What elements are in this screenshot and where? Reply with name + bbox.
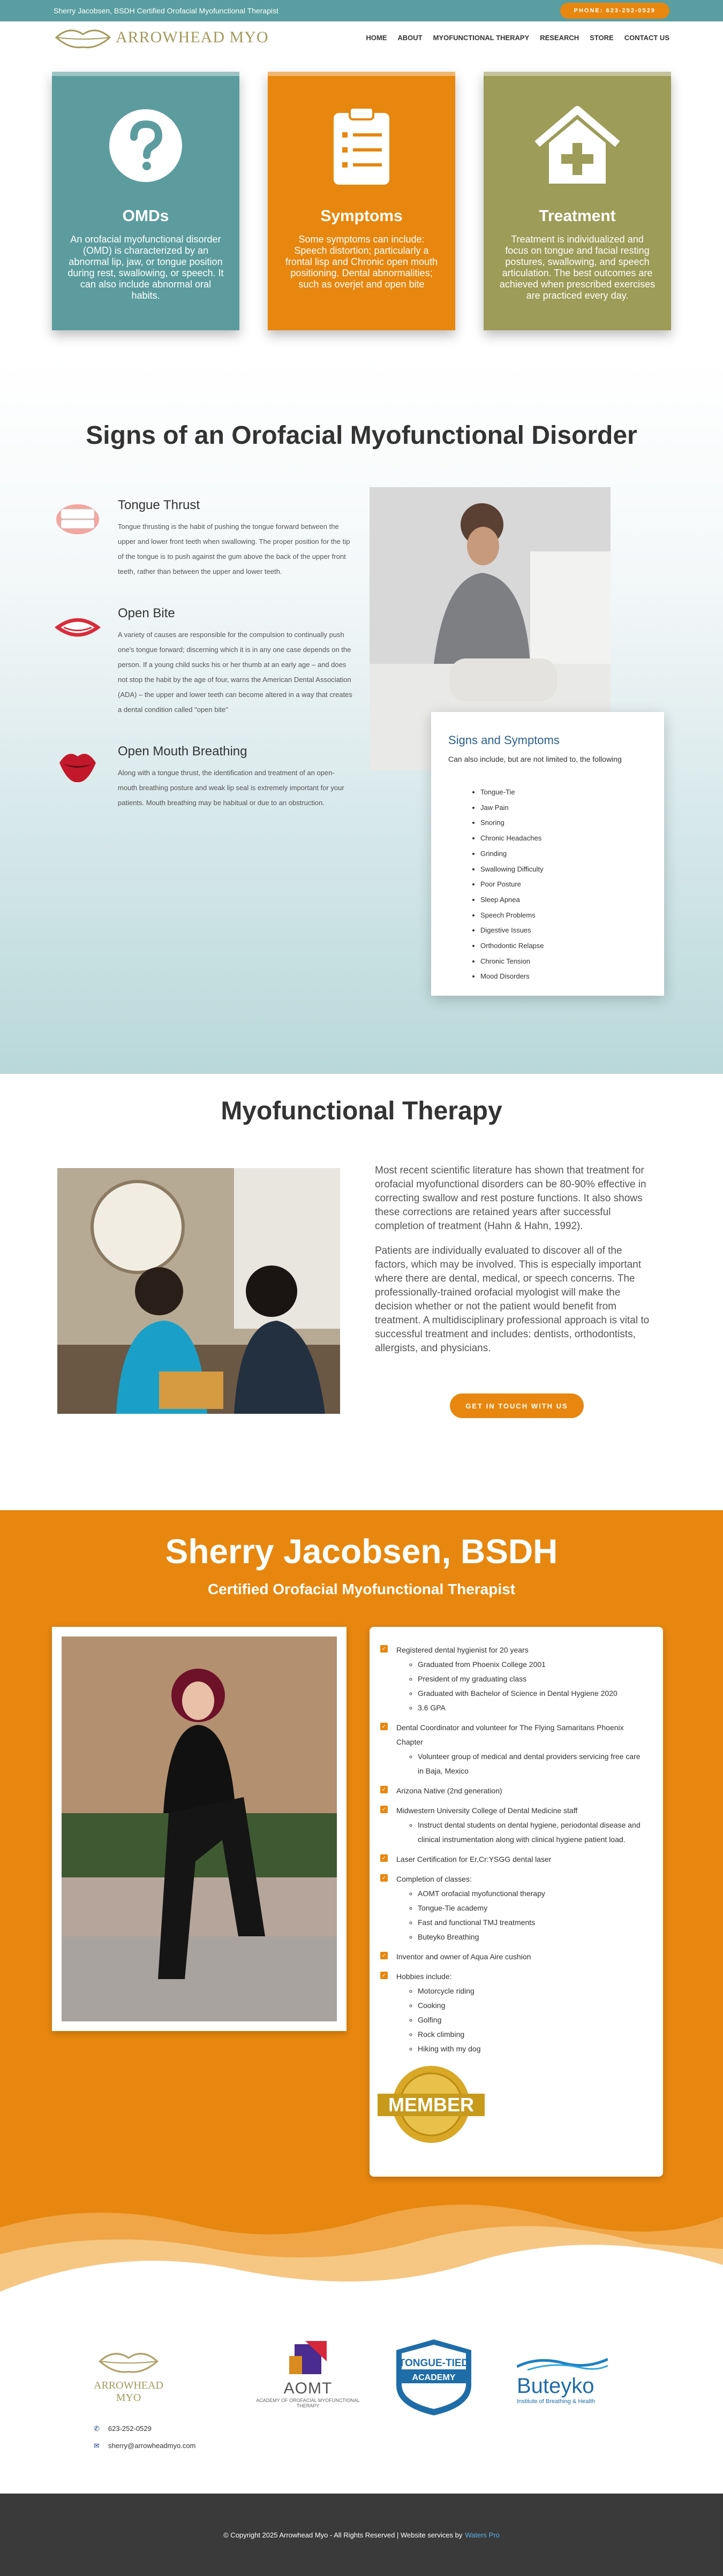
credential-subitem: ◦ Instruct dental students on dental hygiene, periodontal disease and clinical instrumentation along with clinical hygiene patient load. <box>418 1818 647 1847</box>
copyright-text: © Copyright 2025 Arrowhead Myo - All Rights Reserved | Website services by <box>223 2530 463 2539</box>
aomt-text: AOMT <box>283 2380 333 2397</box>
sign-title: Open Mouth Breathing <box>118 744 247 759</box>
nav-about[interactable]: ABOUT <box>397 33 423 42</box>
tagline: Sherry Jacobsen, BSDH Certified Orofacial Myofunctional Therapist <box>54 6 278 15</box>
credential-item <box>380 1950 647 1964</box>
site-logo[interactable] <box>54 22 269 52</box>
sherry-name: Sherry Jacobsen, BSDH <box>165 1532 558 1571</box>
phone-button[interactable]: PHONE: 623-252-0529 <box>560 3 669 19</box>
list-item: • Jaw Pain <box>480 800 647 816</box>
checkbox-icon: ✓ <box>380 1854 388 1862</box>
credential-item <box>380 1969 647 2056</box>
copyright-bar <box>0 2494 723 2576</box>
phone-link[interactable]: 623-252-0529 <box>108 2425 152 2433</box>
email-icon: ✉ <box>94 2442 100 2450</box>
card-omds <box>52 72 239 330</box>
card-symptoms <box>268 72 455 330</box>
teeth-icon <box>55 502 101 537</box>
credential-subitem: ◦ Motorcycle riding <box>418 1984 481 1998</box>
list-item: • Orthodontic Relapse <box>480 938 647 954</box>
sign-item <box>54 744 353 810</box>
card-title: OMDs <box>122 207 169 225</box>
tongue-tied-shield-icon <box>391 2337 477 2418</box>
nav-research[interactable]: RESEARCH <box>540 33 579 42</box>
email-link[interactable]: sherry@arrowheadmyo.com <box>108 2442 196 2450</box>
checkbox-icon: ✓ <box>380 1645 388 1653</box>
house-cross-icon <box>532 105 623 186</box>
consultation-illustration <box>57 1168 340 1414</box>
buteyko-logo[interactable] <box>517 2356 624 2405</box>
list-item: • Snoring <box>480 815 647 831</box>
credential-subitem: ◦ President of my graduating class <box>418 1672 617 1686</box>
checkbox-icon: ✓ <box>380 1806 388 1813</box>
credential-subitem: ◦ AOMT orofacial myofunctional therapy <box>418 1886 545 1901</box>
checkbox-icon: ✓ <box>380 1952 388 1959</box>
phone-icon: ✆ <box>94 2425 100 2433</box>
card-title: Symptoms <box>320 207 403 225</box>
sherry-subtitle: Certified Orofacial Myofunctional Therapist <box>207 1581 516 1597</box>
footer-arrowhead-logo[interactable] <box>91 2345 166 2404</box>
get-in-touch-button[interactable]: GET IN TOUCH WITH US <box>450 1393 584 1418</box>
buteyko-wave-icon <box>517 2356 608 2372</box>
list-item: • Speech Problems <box>480 908 647 923</box>
sign-text: Along with a tongue thrust, the identification and treatment of an open-mouth breathing posture and weak lip seal is extremely important for your patients. Mouth breathing may be habitual or due to an obstruction. <box>118 769 344 807</box>
lips-logo-icon <box>96 2345 161 2377</box>
section-title: Signs of an Orofacial Myofunctional Disorder <box>86 421 637 450</box>
lips-icon <box>57 747 98 784</box>
card-text: Some symptoms can include: Speech distortion; particularly a frontal lisp and Chronic open mouth positioning. Dental abnormalities; such as overjet and open bite <box>285 234 438 290</box>
credential-text: Inventor and owner of Aqua Aire cushion <box>396 1952 531 1961</box>
credentials-box <box>370 1627 663 2177</box>
clipboard-icon <box>329 105 394 186</box>
buteyko-text: Buteyko <box>517 2374 594 2398</box>
aomt-subtext: ACADEMY OF OROFACIAL MYOFUNCTIONAL THERAPY <box>256 2398 360 2408</box>
footer-logos <box>0 2313 723 2494</box>
credential-text: Midwestern University College of Dental Medicine staff <box>396 1806 578 1815</box>
footer-logo-text: ARROWHEAD MYO <box>94 2380 163 2404</box>
list-item: • Chronic Headaches <box>480 831 647 846</box>
logo-text: ARROWHEAD MYO <box>116 28 269 46</box>
section-title: Myofunctional Therapy <box>221 1097 502 1125</box>
sign-item <box>54 606 353 717</box>
list-item: • Tongue-Tie <box>480 785 647 800</box>
buteyko-subtext: Institute of Breathing & Health <box>517 2398 596 2405</box>
symptoms-list <box>480 785 647 984</box>
therapy-paragraph: Patients are individually evaluated to discover all of the factors, which may be involved. This is especially important where there are dental, medical, or speech concerns. The professionally-trained orofacial myologist will make the decision whether or not the patient would benefit from treatment. A multidisciplinary professional approach is vital to successful treatment and includes: dentists, orthodontists, allergists, and physicians. <box>375 1245 650 1354</box>
credential-subitem: ◦ Golfing <box>418 2013 481 2027</box>
signs-section <box>0 359 723 1074</box>
list-item: • Sleep Apnea <box>480 892 647 908</box>
aomt-mark-icon <box>289 2340 327 2377</box>
mouth-icon <box>54 612 102 642</box>
list-item: • Chronic Tension <box>480 954 647 969</box>
checkbox-icon: ✓ <box>380 1972 388 1979</box>
info-cards-section <box>0 54 723 359</box>
sherry-section <box>0 1510 723 2313</box>
top-bar <box>0 0 723 21</box>
sign-text: A variety of causes are responsible for the compulsion to continually push one's tongue forward; discerning which it is in any one case depends on the person. If a young child sucks his or her thumb at an early age – and does not stop the habit by the age of four, warns the American Dental Association (ADA) – the upper and lower teeth can become altered in a way that creates a dental condition called "open bite" <box>118 631 352 714</box>
credential-text: Laser Certification for Er,Cr:YSGG dental laser <box>396 1855 552 1863</box>
list-item: • Swallowing Difficulty <box>480 862 647 877</box>
contact-info <box>94 2420 195 2454</box>
list-item: • Grinding <box>480 846 647 862</box>
myofunctional-section <box>0 1074 723 1510</box>
card-text: An orofacial myofunctional disorder (OMD) is characterized by an abnormal lip, jaw, or tongue position during rest, swallowing, or speech. It can also include abnormal oral habits. <box>67 234 224 301</box>
main-nav <box>366 34 669 42</box>
card-title: Treatment <box>539 207 616 225</box>
sign-title: Tongue Thrust <box>118 498 200 512</box>
sign-title: Open Bite <box>118 606 175 620</box>
badge-text: MEMBER <box>388 2094 474 2116</box>
credential-item <box>380 1804 647 1847</box>
credential-text: Hobbies include: <box>396 1972 452 1981</box>
credential-item <box>380 1643 647 1715</box>
credential-subitem: ◦ Tongue-Tie academy <box>418 1901 545 1915</box>
list-item: • Mood Disorders <box>480 969 647 984</box>
site-header <box>0 21 723 54</box>
credential-item <box>380 1721 647 1778</box>
nav-contact-us[interactable]: CONTACT US <box>624 33 669 42</box>
card-text: Treatment is individualized and focus on tongue and facial resting postures, swallowing, and speech articulation. The best outcomes are achieved when prescribed exercises are practiced every day. <box>499 234 656 301</box>
credential-subitem: ◦ Volunteer group of medical and dental providers servicing free care in Baja, Mexico <box>418 1749 647 1778</box>
credential-text: Arizona Native (2nd generation) <box>396 1786 502 1795</box>
credential-subitem: ◦ Fast and functional TMJ treatments <box>418 1915 545 1930</box>
therapy-paragraph: Most recent scientific literature has shown that treatment for orofacial myofunctional disorders can be 80-90% effective in correcting swallow and rest posture functions. It also shows these corrections are retained years after successful completion of treatment (Hahn & Hahn, 1992). <box>375 1165 646 1232</box>
credential-text: Registered dental hygienist for 20 years <box>396 1646 529 1654</box>
sign-text: Tongue thrusting is the habit of pushing the tongue forward between the upper and lower front teeth when swallowing. The proper position for the tip of the tongue is to push against the gum above the back of the upper front teeth, rather than between the upper and lower teeth. <box>118 522 350 575</box>
sherry-photo <box>52 1627 347 2031</box>
credential-subitem: ◦ Graduated with Bachelor of Science in Dental Hygiene 2020 <box>418 1686 617 1701</box>
credential-subitem: ◦ Graduated from Phoenix College 2001 <box>418 1657 617 1672</box>
card-treatment <box>484 72 671 330</box>
tt-academy-text: ACADEMY <box>412 2373 456 2382</box>
credential-subitem: ◦ Hiking with my dog <box>418 2042 481 2056</box>
credential-subitem: ◦ 3.6 GPA <box>418 1701 617 1715</box>
tt-text: TONGUE-TIED <box>398 2358 469 2369</box>
symptoms-box <box>431 712 664 996</box>
credential-text: Completion of classes: <box>396 1875 472 1883</box>
credential-subitem: ◦ Rock climbing <box>418 2027 481 2042</box>
nav-home[interactable]: HOME <box>366 33 387 42</box>
wave-divider <box>0 2179 723 2313</box>
credential-item <box>380 1872 647 1944</box>
box-title: Signs and Symptoms <box>448 733 560 747</box>
credential-item <box>380 1784 647 1798</box>
aomt-logo[interactable] <box>254 2340 362 2408</box>
sign-item <box>54 498 353 579</box>
checkbox-icon: ✓ <box>380 1874 388 1882</box>
credential-text: Dental Coordinator and volunteer for The Flying Samaritans Phoenix Chapter <box>396 1723 624 1746</box>
list-item: • Digestive Issues <box>480 923 647 938</box>
sherry-illustration <box>62 1636 337 2021</box>
credit-link[interactable]: Waters Pro <box>465 2530 500 2539</box>
credential-subitem: ◦ Buteyko Breathing <box>418 1930 545 1944</box>
consultation-photo <box>57 1168 340 1414</box>
list-item: • Poor Posture <box>480 877 647 892</box>
box-intro: Can also include, but are not limited to, the following <box>448 755 622 763</box>
nav-store[interactable]: STORE <box>590 33 614 42</box>
tongue-tied-academy-logo[interactable] <box>391 2337 477 2420</box>
checkbox-icon: ✓ <box>380 1723 388 1730</box>
nav-myofunctional-therapy[interactable]: MYOFUNCTIONAL THERAPY <box>433 33 530 42</box>
member-seal-icon <box>375 2062 487 2147</box>
lips-logo-icon <box>54 22 112 52</box>
credential-subitem: ◦ Cooking <box>418 1998 481 2013</box>
question-icon <box>108 108 183 183</box>
checkbox-icon: ✓ <box>380 1786 388 1793</box>
credential-item <box>380 1852 647 1867</box>
member-badge <box>375 2062 647 2149</box>
